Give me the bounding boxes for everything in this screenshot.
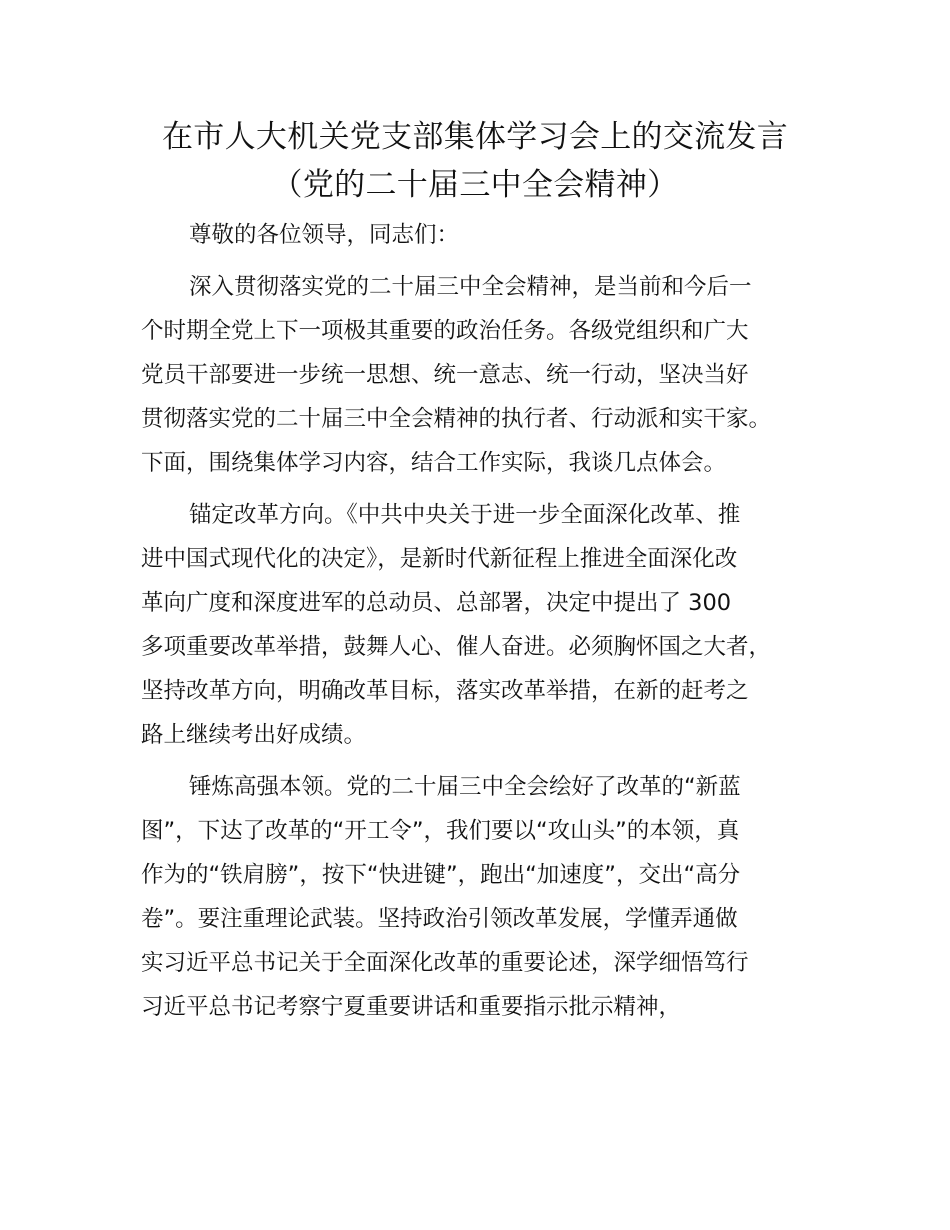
title-line-main: 在市人大机关党支部集体学习会上的交流发言 bbox=[162, 119, 788, 155]
paragraph-line: 图”，下达了改革的“开工令”，我们要以“攻山头”的本领，真 bbox=[141, 818, 740, 844]
paragraph-line: 党员干部要进一步统一思想、统一意志、统一行动，坚决当好 bbox=[141, 362, 749, 388]
paragraph-line: 革向广度和深度进军的总动员、总部署，决定中提出了 300 bbox=[141, 590, 732, 616]
intro-paragraph bbox=[141, 265, 831, 485]
salutation-paragraph bbox=[141, 213, 831, 257]
paragraph-line: 个时期全党上下一项极其重要的政治任务。各级党组织和广大 bbox=[141, 318, 749, 344]
paragraph-line: 贯彻落实党的二十届三中全会精神的执行者、行动派和实干家。 bbox=[141, 406, 772, 432]
title-line-subtitle: （党的二十届三中全会精神） bbox=[271, 167, 679, 203]
paragraph-line: 下面，围绕集体学习内容，结合工作实际，我谈几点体会。 bbox=[141, 450, 727, 476]
paragraph-line: 尊敬的各位领导，同志们： bbox=[189, 222, 460, 248]
paragraph-line: 习近平总书记考察宁夏重要讲话和重要指示批示精神， bbox=[141, 994, 682, 1020]
paragraph-line: 深入贯彻落实党的二十届三中全会精神，是当前和今后一 bbox=[189, 274, 752, 300]
paragraph-line: 卷”。要注重理论武装。坚持政治引领改革发展，学懂弄通做 bbox=[141, 906, 738, 932]
paragraph-line: 多项重要改革举措，鼓舞人心、催人奋进。必须胸怀国之大者， bbox=[141, 634, 772, 660]
reform-direction-paragraph bbox=[141, 493, 831, 757]
document-body bbox=[141, 213, 831, 1037]
paragraph-line: 坚持改革方向，明确改革目标，落实改革举措，在新的赶考之 bbox=[141, 678, 749, 704]
paragraph-line: 实习近平总书记关于全面深化改革的重要论述，深学细悟笃行 bbox=[141, 950, 749, 976]
document-title bbox=[0, 113, 950, 209]
paragraph-line: 作为的“铁肩膀”，按下“快进键”，跑出“加速度”，交出“高分 bbox=[141, 862, 741, 888]
skills-paragraph bbox=[141, 765, 831, 1029]
paragraph-line: 锤炼高强本领。党的二十届三中全会绘好了改革的“新蓝 bbox=[189, 774, 741, 800]
paragraph-line: 路上继续考出好成绩。 bbox=[141, 722, 367, 748]
paragraph-line: 进中国式现代化的决定》，是新时代新征程上推进全面深化改 bbox=[141, 546, 738, 572]
paragraph-line: 锚定改革方向。《中共中央关于进一步全面深化改革、推 bbox=[189, 502, 741, 528]
